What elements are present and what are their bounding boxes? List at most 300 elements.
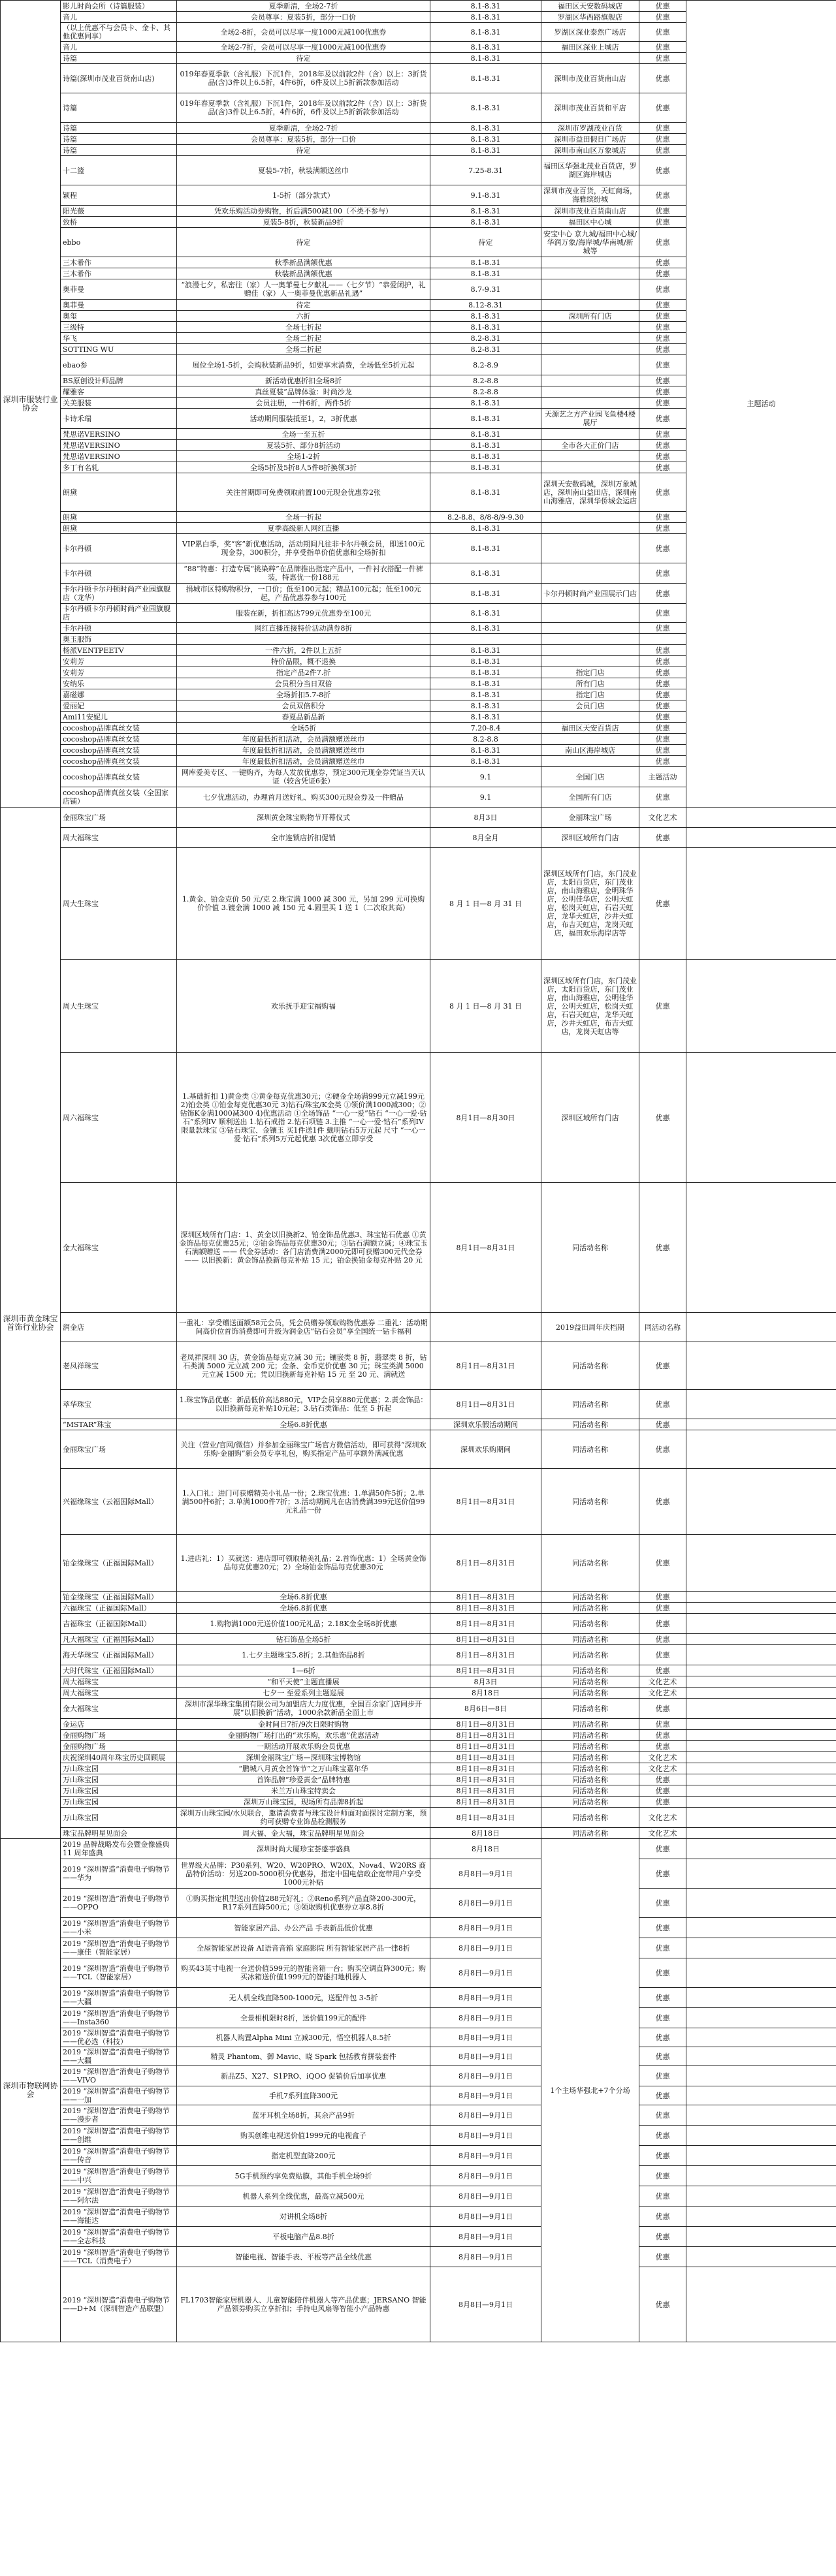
content-cell: 秋季新品满额优惠	[177, 257, 430, 268]
table-row	[1, 1469, 836, 1535]
place-cell	[541, 634, 639, 645]
place-cell	[541, 756, 639, 767]
content-cell: 一期活动开展欢乐购会员优惠	[177, 1741, 430, 1752]
brand-cell: 三木希作	[61, 257, 177, 268]
content-cell: 展位全场1-5折，会购秋装新品9折，如要享末消费，全场低至5折元起	[177, 355, 430, 375]
date-cell: 8月1日—8月31日	[430, 1797, 541, 1808]
place-cell	[541, 333, 639, 344]
content-cell: 特价品限，概不退换	[177, 656, 430, 667]
place-cell: 深圳市罗湖茂业百货	[541, 123, 639, 134]
place-cell: 同活动名称	[541, 1535, 639, 1592]
table-row	[1, 1390, 836, 1419]
brand-cell: 梵思诺VERSINO	[61, 440, 177, 451]
content-cell: 真丝夏装”品牌体验：时尚沙龙	[177, 386, 430, 398]
blank-cell	[686, 1785, 836, 1797]
brand-cell: 2019 “深圳智造”消费电子购物节——VIVO	[61, 2066, 177, 2086]
blank-cell	[686, 1918, 836, 1938]
date-cell: 8月8日—9月1日	[430, 2146, 541, 2166]
date-cell: 8月18日	[430, 1839, 541, 1859]
content-cell: 深圳市深华珠宝集团有限公司为加盟店大力度优惠，全国百余家门店同步开展“以旧换新”活动，1000余款新品全面上市	[177, 1699, 430, 1719]
content-cell: 欢乐抚手迎宝福购福	[177, 960, 430, 1053]
place-cell: 同活动名称	[541, 1719, 639, 1730]
brand-cell: 2019 “深圳智造”消费电子购物节——TCL（消费电子）	[61, 2247, 177, 2267]
content-cell: 六折	[177, 311, 430, 322]
brand-cell: 2019 “深圳智造”消费电子购物节——创维	[61, 2126, 177, 2146]
brand-cell: 2019 “深圳智造”消费电子购物节——大疆	[61, 1988, 177, 2008]
blank-cell	[686, 1390, 836, 1419]
date-cell: 8月8日—9月1日	[430, 2227, 541, 2247]
blank-cell	[686, 1938, 836, 1958]
date-cell: 8月1日—8月31日	[430, 1535, 541, 1592]
blank-cell	[686, 1430, 836, 1469]
type-cell: 优惠	[639, 1730, 686, 1741]
content-cell: 年度最低折扣活动，会员满额赠送丝巾	[177, 734, 430, 745]
type-cell: 优惠	[639, 828, 686, 848]
content-cell: 深圳时尚大厦珍宝荟盛事盛典	[177, 1839, 430, 1859]
type-cell: 优惠	[639, 656, 686, 667]
date-cell: 8.1-8.31	[430, 534, 541, 563]
type-cell: 优惠	[639, 53, 686, 64]
blank-cell	[686, 2227, 836, 2247]
date-cell: 深圳欢乐购期间	[430, 1430, 541, 1469]
brand-cell: 凡大福珠宝（正福国际Mall）	[61, 1634, 177, 1645]
content-cell: 全场二折起	[177, 333, 430, 344]
table-row	[1, 1889, 836, 1918]
content-cell: 1-5折（部分款式）	[177, 185, 430, 206]
brand-cell: 嘉磁娜	[61, 689, 177, 700]
brand-cell: 铂金缘珠宝（正福国际Mall）	[61, 1592, 177, 1603]
type-cell: 优惠	[639, 1592, 686, 1603]
type-cell: 优惠	[639, 1, 686, 12]
place-cell: 全国所有门店	[541, 787, 639, 808]
type-cell: 优惠	[639, 228, 686, 257]
place-cell: 1个主场华强北+7个分场	[541, 1839, 639, 2342]
date-cell: 8月1日—8月31日	[430, 1390, 541, 1419]
content-cell: 夏季新清，全场2-7折	[177, 123, 430, 134]
date-cell: 8.2-8.8、8/8-8/9-9.30	[430, 512, 541, 523]
table-row	[1, 2105, 836, 2126]
date-cell: 8月8日—9月1日	[430, 2207, 541, 2227]
content-cell: 春夏品新品新	[177, 712, 430, 723]
brand-cell: “MSTAR”珠宝	[61, 1419, 177, 1430]
table-row	[1, 2207, 836, 2227]
content-cell: 购买创维电视送价值1999元的电视盒子	[177, 2126, 430, 2146]
type-cell: 优惠	[639, 1988, 686, 2008]
brand-cell: ebbo	[61, 228, 177, 257]
table-row	[1, 1342, 836, 1390]
date-cell	[430, 1313, 541, 1342]
place-cell: 同活动名称	[541, 1342, 639, 1390]
date-cell: 8月8日—9月1日	[430, 1988, 541, 2008]
type-cell: 优惠	[639, 723, 686, 734]
place-cell	[541, 604, 639, 623]
brand-cell: 庆祝深圳40周年珠宝历史回顾展	[61, 1752, 177, 1763]
date-cell: 8.1-8.31	[430, 53, 541, 64]
blank-cell	[686, 2008, 836, 2028]
content-cell: 全场一折起	[177, 512, 430, 523]
type-cell: 优惠	[639, 1183, 686, 1313]
content-cell: 夏装5-8折，秋装新品9折	[177, 217, 430, 228]
type-cell: 优惠	[639, 1603, 686, 1614]
content-cell: 夏装5折、部分8折活动	[177, 440, 430, 451]
content-cell: 指定产品2件7.折	[177, 667, 430, 678]
place-cell: 福田区华强北茂业百货店，罗湖区海岸城店	[541, 156, 639, 185]
type-cell: 优惠	[639, 268, 686, 279]
brand-cell: 2019 “深圳智造”消费电子购物节——全志科技	[61, 2227, 177, 2247]
type-cell: 优惠	[639, 462, 686, 473]
date-cell: 8月1日—8月31日	[430, 1785, 541, 1797]
content-cell: ①购买指定机型送出价值288元好礼；②Reno系列产品直降200-300元，R17系列直降500元；③领取购机优惠券立享8.8折	[177, 1889, 430, 1918]
brand-cell: 萃华珠宝	[61, 1390, 177, 1419]
brand-cell: 诗篇	[61, 53, 177, 64]
type-cell: 优惠	[639, 745, 686, 756]
date-cell: 8.1-8.31	[430, 1, 541, 12]
brand-cell: 万山珠宝园	[61, 1774, 177, 1785]
type-cell: 优惠	[639, 123, 686, 134]
date-cell: 8月8日—9月1日	[430, 1958, 541, 1988]
blank-cell	[686, 828, 836, 848]
content-cell: 世界级大品牌：P30系列、W20、W20PRO、W20X、Nova4、W20RS 商品特价活动：另送200-5000积分优惠券，指定中国电信政企宽带用户享受1000元补贴	[177, 1859, 430, 1889]
brand-cell: 万山珠宝园	[61, 1785, 177, 1797]
date-cell: 8月1日—8月30日	[430, 1053, 541, 1183]
place-cell	[541, 398, 639, 409]
date-cell: 8.1-8.31	[430, 409, 541, 429]
brand-cell: 诗篇	[61, 145, 177, 156]
table-row	[1, 1918, 836, 1938]
table-row	[1, 1808, 836, 1828]
type-cell: 优惠	[639, 2008, 686, 2028]
date-cell: 8.1-8.31	[430, 645, 541, 656]
place-cell	[541, 451, 639, 462]
type-cell: 优惠	[639, 734, 686, 745]
brand-cell: 诗篇(深圳市茂业百货南山店)	[61, 64, 177, 93]
blank-cell	[686, 1645, 836, 1665]
content-cell: 待定	[177, 300, 430, 311]
content-cell: 5G手机预约享免费贴膜，其他手机全场9折	[177, 2166, 430, 2186]
blank-cell	[686, 1665, 836, 1676]
type-cell: 文化艺术	[639, 1808, 686, 1828]
content-cell: 1.基础折扣 1)黄金类 ①黄金每克优惠30元；②硬金全场满999元立减199元 2)铂金类 ①铂金每克优惠30元 3)钻石/珠宝/K金类 ①领价满1000减300；②钻饰K金满1000减300 4)优惠活动 ①全场饰品 “一心一爱”钻石 “一心一爱·钻石”系列IV 顺利送出 1.钻石戒指 2.钻石项链 3.主推 “一心一爱·钻石”系列IV 限量款珠宝 ③钻石珠宝、金镶玉 买1件送1件 戴明钻石5万元起 尺寸 “一心一爱·钻石”系列5万元起优惠 3次优惠立即享受	[177, 1053, 430, 1183]
place-cell	[541, 257, 639, 268]
content-cell: 关注（营业/官网/微信）并参加金丽珠宝广场官方微信活动，即可获得“深圳欢乐购·金丽购”新会员专享礼包，购买指定产品可享额外满减优惠	[177, 1430, 430, 1469]
content-cell: 019年春夏季款（含礼服）下沉1件，2018年及以前款2件（含）以上：3折货品(含)3件以上6.5折，4件6折，6件及以上5折新款参加活动	[177, 64, 430, 93]
brand-cell: 2019 “深圳智造”消费电子购物节——TCL（智能家居）	[61, 1958, 177, 1988]
date-cell: 8.1-8.31	[430, 42, 541, 53]
brand-cell: 致桥	[61, 217, 177, 228]
type-cell: 优惠	[639, 700, 686, 712]
blank-cell	[686, 2105, 836, 2126]
blank-cell	[686, 1958, 836, 1988]
place-cell: 福田区天安数码城店	[541, 1, 639, 12]
place-cell: 全市各大正价门店	[541, 440, 639, 451]
brand-cell: 金丽购物广场	[61, 1741, 177, 1752]
brand-cell: 三级特	[61, 322, 177, 333]
content-cell: 全市连锁店折扣促销	[177, 828, 430, 848]
brand-cell: 奥菲曼	[61, 300, 177, 311]
place-cell: 同活动名称	[541, 1469, 639, 1535]
date-cell: 8月1日—8月31日	[430, 1592, 541, 1603]
brand-cell: 2019 “深圳智造”消费电子购物节——华为	[61, 1859, 177, 1889]
date-cell: 8月8日—9月1日	[430, 2166, 541, 2186]
brand-cell: 卡尔丹顿	[61, 623, 177, 634]
place-cell: 卡尔丹顿时尚产业园展示门店	[541, 584, 639, 604]
type-cell: 优惠	[639, 2066, 686, 2086]
place-cell: 所有门店	[541, 678, 639, 689]
date-cell: 8月8日—9月1日	[430, 1889, 541, 1918]
brand-cell: 周大生珠宝	[61, 960, 177, 1053]
content-cell: 指定机型直降200元	[177, 2146, 430, 2166]
type-cell: 文化艺术	[639, 1828, 686, 1839]
place-cell	[541, 512, 639, 523]
content-cell: 深圳万山珠宝园/水贝联合，邀请消费者与珠宝设计师面对面探讨定制方案，预约可获赠专业饰品检测服务	[177, 1808, 430, 1828]
brand-cell: 2019 “深圳智造”消费电子购物节——D+M（深圳智造产品联盟）	[61, 2267, 177, 2342]
table-row	[1, 828, 836, 848]
type-cell: 优惠	[639, 311, 686, 322]
brand-cell: 金丽珠宝广场	[61, 1430, 177, 1469]
content-cell: 全场二折起	[177, 344, 430, 355]
content-cell: 蓝牙耳机全场8折，其余产品9折	[177, 2105, 430, 2126]
date-cell: 8月1日—8月31日	[430, 1719, 541, 1730]
date-cell: 8.1-8.31	[430, 623, 541, 634]
date-cell: 8月8日—9月1日	[430, 2008, 541, 2028]
place-cell	[541, 623, 639, 634]
date-cell: 8.7-9.31	[430, 279, 541, 300]
table-row	[1, 1752, 836, 1763]
type-cell: 优惠	[639, 2166, 686, 2186]
place-cell: 南山区海岸城店	[541, 745, 639, 756]
blank-cell	[686, 1634, 836, 1645]
table-row	[1, 2247, 836, 2267]
date-cell: 8月8日—9月1日	[430, 2066, 541, 2086]
date-cell: 8.1-8.31	[430, 656, 541, 667]
table-row	[1, 2086, 836, 2105]
place-cell: 福田区天安百货店	[541, 723, 639, 734]
brand-cell: 珠宝品牌明星见面会	[61, 1828, 177, 1839]
type-cell: 优惠	[639, 512, 686, 523]
type-cell: 优惠	[639, 217, 686, 228]
content-cell: 全场2-8折，会员可以尽享一度1000元减100优惠券	[177, 23, 430, 42]
date-cell: 8.2-8.31	[430, 333, 541, 344]
place-cell: 同活动名称	[541, 1774, 639, 1785]
date-cell: 8月1日—8月31日	[430, 1183, 541, 1313]
place-cell	[541, 355, 639, 375]
table-row	[1, 2028, 836, 2047]
theme-cell: 主题活动	[686, 1, 836, 808]
blank-cell	[686, 2047, 836, 2066]
content-cell: 会员注册，一件6折，两件5折	[177, 398, 430, 409]
date-cell: 9.1	[430, 767, 541, 787]
place-cell	[541, 656, 639, 667]
content-cell: 老凤祥深圳 30 店，黄金饰品每克立减 30 元；镶嵌类 8 折，翡翠类 8 折，钻石类满 5000 元立减 200 元；金条、金币克价优惠 30 元；珠宝类满 5000 元立减 1500 元；凭以旧换新每克补贴 15 元 至 20 元、满就送	[177, 1342, 430, 1390]
table-row	[1, 1938, 836, 1958]
blank-cell	[686, 960, 836, 1053]
type-cell: 优惠	[639, 645, 686, 656]
type-cell: 优惠	[639, 1390, 686, 1419]
table-row	[1, 1785, 836, 1797]
brand-cell: 华飞	[61, 333, 177, 344]
blank-cell	[686, 1763, 836, 1774]
blank-cell	[686, 2186, 836, 2207]
type-cell: 优惠	[639, 584, 686, 604]
brand-cell: 金运店	[61, 1719, 177, 1730]
type-cell: 优惠	[639, 64, 686, 93]
table-row	[1, 2146, 836, 2166]
table-row	[1, 1645, 836, 1665]
blank-cell	[686, 848, 836, 960]
brand-cell: 万山珠宝园	[61, 1797, 177, 1808]
content-cell: 全场一至五折	[177, 429, 430, 440]
content-cell: 无人机全线直降500-1000元，送配件包 3-5折	[177, 1988, 430, 2008]
type-cell: 优惠	[639, 1839, 686, 1859]
date-cell: 8月1日—8月31日	[430, 1634, 541, 1645]
type-cell: 优惠	[639, 206, 686, 217]
table-row	[1, 2047, 836, 2066]
date-cell: 8.2-8.31	[430, 344, 541, 355]
blank-cell	[686, 1730, 836, 1741]
date-cell: 8.1-8.31	[430, 217, 541, 228]
date-cell: 8.1-8.31	[430, 563, 541, 584]
organization-cell: 深圳市物联网协会	[1, 1839, 61, 2342]
content-cell: 全屋智能家居设备 AI语音音箱 家庭影院 所有智能家居产品一律8折	[177, 1938, 430, 1958]
table-row	[1, 1419, 836, 1430]
content-cell: 机器人系列全线优惠，最高立减500元	[177, 2186, 430, 2207]
place-cell	[541, 734, 639, 745]
content-cell: 平板电脑产品8.8折	[177, 2227, 430, 2247]
content-cell: “和平天使”主题直播展	[177, 1676, 430, 1688]
brand-cell: 奥菲曼	[61, 279, 177, 300]
date-cell: 8.1-8.31	[430, 678, 541, 689]
content-cell: 新活动优惠折扣全场8折	[177, 375, 430, 386]
brand-cell: cocoshop品牌真丝女装（全国家店铺）	[61, 787, 177, 808]
content-cell: 1.七夕主题珠宝5.8折；2.其他饰品8折	[177, 1645, 430, 1665]
type-cell: 优惠	[639, 473, 686, 512]
brand-cell: 卡尔丹顿	[61, 563, 177, 584]
date-cell: 8.1-8.31	[430, 268, 541, 279]
table-row	[1, 1183, 836, 1313]
type-cell: 优惠	[639, 156, 686, 185]
place-cell: 福田区深业上城店	[541, 42, 639, 53]
content-cell: 精灵 Phantom、御 Mavic、晓 Spark 包括教育拼装套件	[177, 2047, 430, 2066]
table-row	[1, 2126, 836, 2146]
place-cell: 深圳市茂业百货和平店	[541, 93, 639, 123]
brand-cell: 卡尔丹顿	[61, 534, 177, 563]
content-cell: 凭欢乐购活动券购物，折后满500减100（不类不参与）	[177, 206, 430, 217]
date-cell: 8.2-8.8	[430, 375, 541, 386]
table-row	[1, 1676, 836, 1688]
type-cell: 优惠	[639, 523, 686, 534]
brand-cell: 周大生珠宝	[61, 848, 177, 960]
date-cell: 8.1-8.31	[430, 123, 541, 134]
date-cell: 8.1-8.31	[430, 712, 541, 723]
brand-cell: 关美服装	[61, 398, 177, 409]
place-cell: 同活动名称	[541, 1430, 639, 1469]
blank-cell	[686, 2126, 836, 2146]
type-cell: 优惠	[639, 1419, 686, 1430]
type-cell: 优惠	[639, 398, 686, 409]
place-cell: 同活动名称	[541, 1390, 639, 1419]
table-row	[1, 1430, 836, 1469]
place-cell	[541, 712, 639, 723]
type-cell: 文化艺术	[639, 1763, 686, 1774]
type-cell: 优惠	[639, 1053, 686, 1183]
content-cell: 购买43英寸电视一台送价值599元的智能音箱一台；购买空调直降300元；购买冰箱送价值1999元的智能扫地机器人	[177, 1958, 430, 1988]
table-row	[1, 2066, 836, 2086]
place-cell: 天源艺之方产业园飞鱼楼4楼展厅	[541, 409, 639, 429]
date-cell: 8.12-8.31	[430, 300, 541, 311]
type-cell: 优惠	[639, 1938, 686, 1958]
type-cell: 优惠	[639, 756, 686, 767]
place-cell: 同活动名称	[541, 1688, 639, 1699]
date-cell: 8月18日	[430, 1828, 541, 1839]
type-cell: 优惠	[639, 2047, 686, 2066]
type-cell: 优惠	[639, 344, 686, 355]
type-cell: 优惠	[639, 678, 686, 689]
type-cell: 优惠	[639, 23, 686, 42]
blank-cell	[686, 1535, 836, 1592]
organization-cell: 深圳市黄金珠宝首饰行业协会	[1, 808, 61, 1839]
table-row	[1, 1688, 836, 1699]
type-cell: 优惠	[639, 1889, 686, 1918]
place-cell: 同活动名称	[541, 1592, 639, 1603]
date-cell: 8月8日—9月1日	[430, 2028, 541, 2047]
brand-cell: 2019 “深圳智造”消费电子购物节——漫步者	[61, 2105, 177, 2126]
content-cell: 对讲机全场8折	[177, 2207, 430, 2227]
blank-cell	[686, 1741, 836, 1752]
type-cell: 优惠	[639, 1535, 686, 1592]
brand-cell: 2019 “深圳智造”消费电子购物节——大疆	[61, 2047, 177, 2066]
date-cell: 8.1-8.31	[430, 12, 541, 23]
brand-cell: 诗篇	[61, 134, 177, 145]
date-cell: 8月8日—9月1日	[430, 2186, 541, 2207]
blank-cell	[686, 2086, 836, 2105]
brand-cell: 朗黛	[61, 512, 177, 523]
content-cell: 一重礼：享受赠送面额58元会员，凭会员赠券领取购物优惠券 二重礼：活动期间高价位首饰消费即可升级为润金店“钻石会员”享全国统一钻卡福利	[177, 1313, 430, 1342]
content-cell: 机器人购置Alpha Mini 立减300元，悟空机器人8.5折	[177, 2028, 430, 2047]
brand-cell: 铂金缘珠宝（正福国际Mall）	[61, 1535, 177, 1592]
date-cell: 8.1-8.31	[430, 134, 541, 145]
table-row	[1, 1634, 836, 1645]
brand-cell: 朗黛	[61, 523, 177, 534]
content-cell: “浪漫七夕，私密往（家）人一奥菲曼七夕献礼——（七夕节）“恭爱闭护，礼赠佳（家）人一奥菲曼优惠新品礼遇”	[177, 279, 430, 300]
brand-cell: 2019 品牌战略发布会暨金像盛典 11 周年盛典	[61, 1839, 177, 1859]
brand-cell: cocoshop品牌真丝女装	[61, 734, 177, 745]
brand-cell: 周大福珠宝	[61, 828, 177, 848]
brand-cell: 2019 “深圳智造”消费电子购物节——一加	[61, 2086, 177, 2105]
brand-cell: 万山珠宝园	[61, 1808, 177, 1828]
place-cell: 全国门店	[541, 767, 639, 787]
place-cell: 深圳区域所有门店，东门茂业店，太阳百货店，东门茂业店，南山海雅店，公明佳华店，公明天虹店，松岗天虹店，石岩天虹店，龙华天虹店，沙井天虹店，布吉天虹店，龙岗天虹店等	[541, 960, 639, 1053]
brand-cell: 卡尔丹顿卡尔丹顿时尚产业园旗舰店（龙华）	[61, 584, 177, 604]
place-cell: 深圳所有门店	[541, 311, 639, 322]
brand-cell: Ami11安妮儿	[61, 712, 177, 723]
blank-cell	[686, 1053, 836, 1183]
brand-cell: 多丁有名轧	[61, 462, 177, 473]
brand-cell: 周大福珠宝	[61, 1676, 177, 1688]
type-cell: 优惠	[639, 563, 686, 584]
content-cell: 全场6.8折优惠	[177, 1592, 430, 1603]
table-row	[1, 1603, 836, 1614]
content-cell: 一件六折，2件以上五折	[177, 645, 430, 656]
date-cell: 9.1-8.31	[430, 185, 541, 206]
type-cell: 优惠	[639, 1918, 686, 1938]
brand-cell: BS原创设计师品牌	[61, 375, 177, 386]
content-cell: 1.进店礼：1）买就送：进店即可领取精美礼品；2.首饰优惠：1）全场黄金饰品每克优惠20元；2）全场铂金饰品每克优惠30元	[177, 1535, 430, 1592]
table-row	[1, 2267, 836, 2342]
brand-cell: 耀雅客	[61, 386, 177, 398]
place-cell	[541, 279, 639, 300]
type-cell: 优惠	[639, 300, 686, 311]
brand-cell: 万山珠宝园	[61, 1763, 177, 1774]
